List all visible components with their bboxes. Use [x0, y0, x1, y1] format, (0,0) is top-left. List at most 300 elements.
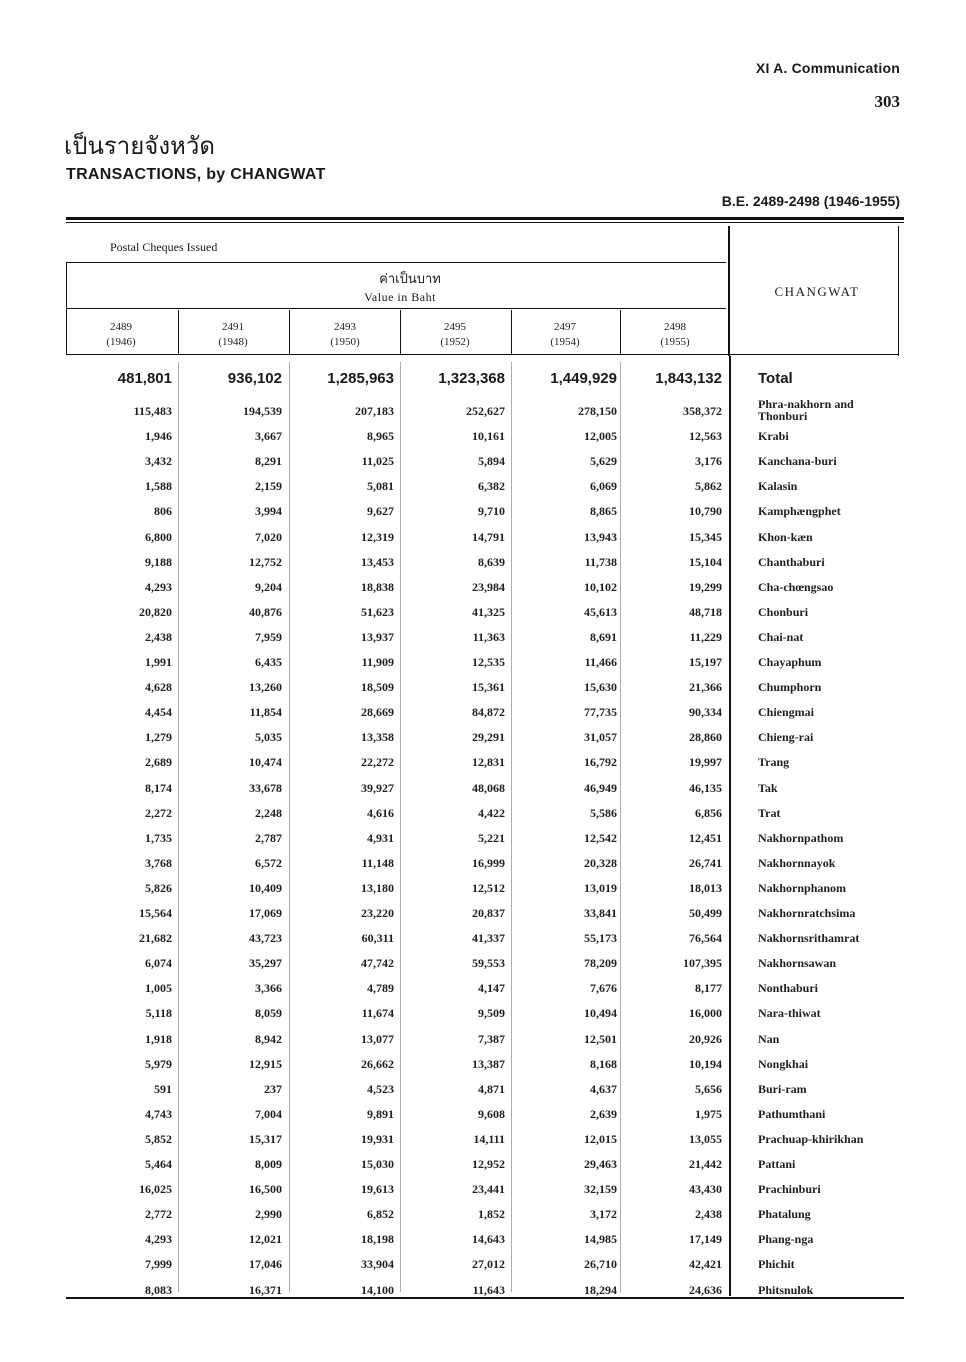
table-cell: 10,161: [472, 429, 505, 444]
table-cell: 21,682: [139, 931, 172, 946]
table-cell: 1,918: [145, 1031, 172, 1046]
table-cell: 8,942: [255, 1031, 282, 1046]
table-cell: 6,069: [590, 479, 617, 494]
total-value: 1,323,368: [438, 370, 505, 387]
table-cell: 39,927: [361, 780, 394, 795]
table-cell: 12,915: [249, 1056, 282, 1071]
table-cell: 2,438: [695, 1207, 722, 1222]
year-be: 2498: [664, 321, 686, 333]
changwat-name: Nan: [758, 1031, 780, 1046]
table-cell: 18,013: [689, 880, 722, 895]
changwat-name: Nongkhai: [758, 1056, 809, 1071]
table-cell: 4,931: [367, 830, 394, 845]
year-header: [178, 320, 288, 350]
table-cell: 12,501: [584, 1031, 617, 1046]
column-separator: [289, 362, 290, 1292]
table-cell: 3,432: [145, 454, 172, 469]
table-cell: 8,059: [255, 1006, 282, 1021]
total-value: 1,449,929: [550, 370, 617, 387]
year-ad: (1955): [660, 336, 690, 348]
table-cell: 4,871: [478, 1081, 505, 1096]
table-cell: 23,220: [361, 906, 394, 920]
table-cell: 12,952: [472, 1157, 505, 1171]
table-cell: 7,387: [478, 1031, 505, 1046]
changwat-name: Chumphorn: [758, 680, 822, 695]
table-cell: 33,904: [361, 1257, 394, 1272]
table-cell: 1,005: [145, 981, 172, 996]
column-separator: [511, 362, 512, 1292]
table-cell: 115,483: [133, 404, 172, 418]
table-cell: 5,035: [255, 730, 282, 745]
table-cell: 3,667: [255, 429, 282, 444]
changwat-name: Tak: [758, 780, 778, 795]
table-cell: 1,991: [145, 655, 172, 669]
table-cell: 26,662: [361, 1056, 394, 1071]
table-cell: 3,366: [255, 981, 282, 996]
changwat-name: Pattani: [758, 1157, 796, 1171]
table-cell: 41,337: [472, 931, 505, 946]
table-cell: 41,325: [472, 604, 505, 619]
table-cell: 12,512: [472, 880, 505, 895]
table-cell: 18,294: [584, 1282, 617, 1297]
table-cell: 20,837: [472, 906, 505, 920]
value-label: Value in Baht: [364, 290, 436, 304]
table-cell: 46,949: [584, 780, 617, 795]
changwat-name: Trang: [758, 755, 790, 770]
table-cell: 33,678: [249, 780, 282, 795]
table-cell: 12,021: [249, 1232, 282, 1247]
table-cell: 2,772: [145, 1207, 172, 1222]
table-cell: 6,074: [145, 956, 172, 971]
table-cell: 2,159: [255, 479, 282, 494]
table-cell: 16,025: [139, 1182, 172, 1197]
table-cell: 6,435: [255, 655, 282, 669]
table-cell: 18,838: [361, 579, 394, 594]
total-value: 936,102: [227, 370, 282, 387]
changwat-name: Kanchana-buri: [758, 454, 837, 469]
changwat-name: Cha-chœngsao: [758, 579, 834, 594]
changwat-name: Buri-ram: [758, 1081, 807, 1096]
table-cell: 11,363: [472, 629, 505, 644]
table-cell: 2,639: [590, 1106, 617, 1121]
table-cell: 5,656: [695, 1081, 722, 1096]
table-cell: 77,735: [584, 705, 617, 720]
column-separator: [289, 310, 290, 354]
changwat-name: Nara-thiwat: [758, 1006, 821, 1021]
table-cell: 20,926: [689, 1031, 722, 1046]
table-cell: 5,081: [367, 479, 394, 494]
changwat-name: Chonburi: [758, 604, 809, 619]
column-separator: [400, 310, 401, 354]
table-cell: 13,358: [361, 730, 394, 745]
year-header: [66, 320, 176, 350]
table-cell: 13,943: [584, 529, 617, 544]
table-cell: 51,623: [361, 604, 394, 619]
header-rule-value: [66, 262, 726, 263]
table-cell: 13,387: [472, 1056, 505, 1071]
changwat-name: Phichit: [758, 1257, 795, 1272]
table-cell: 4,523: [367, 1081, 394, 1096]
table-cell: 14,985: [584, 1232, 617, 1247]
changwat-name: Chanthaburi: [758, 554, 825, 569]
table-cell: 5,118: [145, 1006, 172, 1021]
table-cell: 1,279: [145, 730, 172, 745]
table-cell: 7,959: [255, 629, 282, 644]
table-cell: 5,221: [478, 830, 505, 845]
changwat-name: Chiengmai: [758, 705, 815, 720]
column-separator: [620, 362, 621, 1292]
table-cell: 60,311: [361, 931, 394, 946]
table-cell: 29,291: [472, 730, 505, 745]
table-cell: 12,563: [689, 429, 722, 444]
table-cell: 13,260: [249, 680, 282, 695]
table-cell: 4,789: [367, 981, 394, 996]
bottom-rule: [66, 1297, 904, 1299]
table-cell: 13,055: [689, 1131, 722, 1146]
page-number: 303: [874, 92, 900, 111]
table-cell: 12,451: [689, 830, 722, 845]
table-cell: 24,636: [689, 1282, 722, 1297]
table-cell: 5,464: [145, 1157, 172, 1171]
changwat-name: Phang-nga: [758, 1232, 814, 1247]
year-be: 2495: [444, 321, 466, 333]
column-separator: [178, 310, 179, 354]
year-ad: (1948): [218, 336, 248, 348]
table-cell: 4,628: [145, 680, 172, 695]
table-cell: 14,111: [473, 1131, 505, 1146]
table-cell: 12,752: [249, 554, 282, 569]
changwat-name: Prachuap-khirikhan: [758, 1131, 864, 1146]
table-cell: 46,135: [689, 780, 722, 795]
table-cell: 9,710: [478, 504, 505, 519]
table-cell: 591: [154, 1081, 172, 1096]
table-cell: 1,588: [145, 479, 172, 494]
table-cell: 19,299: [689, 579, 722, 594]
table-cell: 194,539: [243, 404, 282, 418]
changwat-name: Phra-nakhorn and Thonburi: [758, 397, 854, 423]
table-cell: 10,474: [249, 755, 282, 770]
table-cell: 806: [154, 504, 172, 519]
table-cell: 55,173: [584, 931, 617, 946]
table-cell: 78,209: [584, 956, 617, 971]
table-cell: 9,891: [367, 1106, 394, 1121]
table-cell: 4,743: [145, 1106, 172, 1121]
table-cell: 20,820: [139, 604, 172, 619]
table-cell: 33,841: [584, 906, 617, 920]
period-label: B.E. 2489-2498 (1946-1955): [721, 193, 900, 209]
table-cell: 5,826: [145, 880, 172, 895]
table-cell: 15,564: [139, 906, 172, 920]
table-cell: 76,564: [689, 931, 722, 946]
table-cell: 7,999: [145, 1257, 172, 1272]
table-cell: 6,852: [367, 1207, 394, 1222]
table-cell: 59,553: [472, 956, 505, 971]
table-cell: 107,395: [683, 956, 722, 971]
table-cell: 29,463: [584, 1157, 617, 1171]
header-rule-years: [66, 308, 726, 309]
table-cell: 12,542: [584, 830, 617, 845]
table-cell: 14,791: [472, 529, 505, 544]
changwat-name: Nakhornsawan: [758, 956, 837, 971]
total-value: 481,801: [117, 370, 172, 387]
table-cell: 17,149: [689, 1232, 722, 1247]
table-cell: 12,005: [584, 429, 617, 444]
table-cell: 2,689: [145, 755, 172, 770]
table-cell: 26,710: [584, 1257, 617, 1272]
table-cell: 16,371: [249, 1282, 282, 1297]
table-cell: 19,613: [361, 1182, 394, 1197]
changwat-name: Prachinburi: [758, 1182, 821, 1197]
table-cell: 17,046: [249, 1257, 282, 1272]
year-header: [510, 320, 620, 350]
table-cell: 10,790: [689, 504, 722, 519]
table-cell: 11,738: [584, 554, 617, 569]
changwat-column-divider: [729, 356, 731, 1296]
changwat-name: Chieng-rai: [758, 730, 814, 745]
table-cell: 14,643: [472, 1232, 505, 1247]
table-cell: 6,800: [145, 529, 172, 544]
table-cell: 6,572: [255, 855, 282, 870]
table-cell: 5,979: [145, 1056, 172, 1071]
table-cell: 3,994: [255, 504, 282, 519]
table-cell: 4,454: [145, 705, 172, 720]
table-cell: 43,723: [249, 931, 282, 946]
table-cell: 14,100: [361, 1282, 394, 1297]
value-label-thai: ค่าเป็นบาท: [379, 272, 441, 287]
table-cell: 13,180: [361, 880, 394, 895]
table-cell: 13,077: [361, 1031, 394, 1046]
year-be: 2493: [334, 321, 356, 333]
table-cell: 3,768: [145, 855, 172, 870]
table-cell: 16,000: [689, 1006, 722, 1021]
table-cell: 5,862: [695, 479, 722, 494]
table-cell: 7,004: [255, 1106, 282, 1121]
table-cell: 48,718: [689, 604, 722, 619]
table-cell: 3,172: [590, 1207, 617, 1222]
year-be: 2489: [110, 321, 132, 333]
table-cell: 19,931: [361, 1131, 394, 1146]
column-separator: [178, 362, 179, 1292]
table-cell: 48,068: [472, 780, 505, 795]
table-cell: 26,741: [689, 855, 722, 870]
table-cell: 40,876: [249, 604, 282, 619]
table-cell: 15,630: [584, 680, 617, 695]
table-cell: 45,613: [584, 604, 617, 619]
table-cell: 15,345: [689, 529, 722, 544]
year-ad: (1954): [550, 336, 580, 348]
table-cell: 5,629: [590, 454, 617, 469]
table-cell: 20,328: [584, 855, 617, 870]
year-ad: (1950): [330, 336, 360, 348]
table-cell: 4,422: [478, 805, 505, 820]
table-cell: 5,586: [590, 805, 617, 820]
table-cell: 13,937: [361, 629, 394, 644]
total-value: 1,285,963: [327, 370, 394, 387]
year-header: [620, 320, 730, 350]
table-cell: 10,494: [584, 1006, 617, 1021]
table-cell: 8,965: [367, 429, 394, 444]
table-cell: 2,438: [145, 629, 172, 644]
table-cell: 8,865: [590, 504, 617, 519]
table-cell: 1,946: [145, 429, 172, 444]
table-cell: 11,674: [361, 1006, 394, 1021]
table-cell: 9,627: [367, 504, 394, 519]
changwat-name: Phitsnulok: [758, 1282, 814, 1297]
title-thai: เป็นรายจังหวัด: [64, 132, 215, 160]
table-cell: 27,012: [472, 1257, 505, 1272]
table-cell: 19,997: [689, 755, 722, 770]
table-cell: 5,894: [478, 454, 505, 469]
table-cell: 15,104: [689, 554, 722, 569]
table-cell: 15,197: [689, 655, 722, 669]
table-cell: 12,319: [361, 529, 394, 544]
postal-cheques-label: Postal Cheques Issued: [110, 240, 218, 254]
table-cell: 28,669: [361, 705, 394, 720]
table-cell: 7,020: [255, 529, 282, 544]
changwat-name: Nakhornphanom: [758, 880, 847, 895]
changwat-name: Khon-kæn: [758, 529, 813, 544]
column-separator: [400, 362, 401, 1292]
column-separator: [511, 310, 512, 354]
year-ad: (1952): [440, 336, 470, 348]
table-cell: 8,083: [145, 1282, 172, 1297]
table-cell: 8,691: [590, 629, 617, 644]
table-cell: 9,204: [255, 579, 282, 594]
table-cell: 13,019: [584, 880, 617, 895]
table-cell: 8,639: [478, 554, 505, 569]
section-heading: XI A. Communication: [755, 60, 900, 76]
table-cell: 8,009: [255, 1157, 282, 1171]
changwat-name: Krabi: [758, 429, 789, 444]
changwat-name: Phatalung: [758, 1207, 811, 1222]
table-cell: 237: [264, 1081, 282, 1096]
changwat-name: Trat: [758, 805, 781, 820]
table-cell: 11,148: [361, 855, 394, 870]
table-cell: 23,984: [472, 579, 505, 594]
changwat-name: Chai-nat: [758, 629, 804, 644]
table-cell: 15,317: [249, 1131, 282, 1146]
changwat-name: Nakhornnayok: [758, 855, 836, 870]
table-cell: 2,248: [255, 805, 282, 820]
changwat-name: Pathumthani: [758, 1106, 826, 1121]
table-cell: 2,990: [255, 1207, 282, 1222]
table-cell: 32,159: [584, 1182, 617, 1197]
changwat-name: Kamphængphet: [758, 504, 841, 519]
table-cell: 4,293: [145, 1232, 172, 1247]
table-cell: 4,616: [367, 805, 394, 820]
table-cell: 12,831: [472, 755, 505, 770]
table-cell: 23,441: [472, 1182, 505, 1197]
column-separator: [620, 310, 621, 354]
changwat-name: Nakhornpathom: [758, 830, 844, 845]
changwat-name: Nonthaburi: [758, 981, 819, 996]
changwat-header: CHANGWAT: [774, 284, 860, 299]
year-be: 2497: [554, 321, 576, 333]
year-ad: (1946): [106, 336, 136, 348]
table-cell: 15,361: [472, 680, 505, 695]
table-cell: 9,188: [145, 554, 172, 569]
table-cell: 9,608: [478, 1106, 505, 1121]
table-cell: 207,183: [355, 404, 394, 418]
table-cell: 28,860: [689, 730, 722, 745]
table-cell: 11,854: [249, 705, 282, 720]
table-cell: 18,198: [361, 1232, 394, 1247]
table-cell: 31,057: [584, 730, 617, 745]
table-cell: 1,735: [145, 830, 172, 845]
page-title: TRANSACTIONS, by CHANGWAT: [66, 166, 326, 183]
table-cell: 10,409: [249, 880, 282, 895]
table-cell: 11,466: [584, 655, 617, 669]
table-cell: 47,742: [361, 956, 394, 971]
table-cell: 4,637: [590, 1081, 617, 1096]
top-rule: [66, 217, 904, 220]
table-cell: 6,382: [478, 479, 505, 494]
table-cell: 11,025: [361, 454, 394, 469]
table-cell: 5,852: [145, 1131, 172, 1146]
table-cell: 35,297: [249, 956, 282, 971]
table-cell: 8,177: [695, 981, 722, 996]
table-cell: 43,430: [689, 1182, 722, 1197]
table-cell: 10,102: [584, 579, 617, 594]
year-header: [400, 320, 510, 350]
table-cell: 6,856: [695, 805, 722, 820]
table-cell: 21,366: [689, 680, 722, 695]
table-cell: 90,334: [689, 705, 722, 720]
table-cell: 50,499: [689, 906, 722, 920]
table-cell: 8,168: [590, 1056, 617, 1071]
changwat-name: Nakhornratchsima: [758, 906, 856, 920]
table-cell: 22,272: [361, 755, 394, 770]
table-cell: 9,509: [478, 1006, 505, 1021]
table-cell: 17,069: [249, 906, 282, 920]
year-be: 2491: [222, 321, 244, 333]
table-cell: 10,194: [689, 1056, 722, 1071]
table-cell: 16,999: [472, 855, 505, 870]
year-header: [290, 320, 400, 350]
table-cell: 4,147: [478, 981, 505, 996]
table-cell: 12,535: [472, 655, 505, 669]
header-rule-bottom: [66, 354, 898, 355]
table-cell: 4,293: [145, 579, 172, 594]
table-cell: 84,872: [472, 705, 505, 720]
total-label: Total: [758, 370, 793, 387]
table-cell: 7,676: [590, 981, 617, 996]
changwat-name: Nakhornsrithamrat: [758, 931, 860, 946]
table-cell: 11,229: [689, 629, 722, 644]
table-cell: 2,787: [255, 830, 282, 845]
table-cell: 16,500: [249, 1182, 282, 1197]
table-cell: 1,975: [695, 1106, 722, 1121]
table-cell: 8,174: [145, 780, 172, 795]
table-cell: 15,030: [361, 1157, 394, 1171]
table-cell: 1,852: [478, 1207, 505, 1222]
changwat-name: Kalasin: [758, 479, 798, 494]
table-cell: 278,150: [578, 404, 617, 418]
table-cell: 8,291: [255, 454, 282, 469]
table-cell: 3,176: [695, 454, 722, 469]
top-rule-thin: [66, 222, 904, 223]
table-cell: 11,909: [361, 655, 394, 669]
table-cell: 12,015: [584, 1131, 617, 1146]
table-cell: 252,627: [466, 404, 505, 418]
table-cell: 13,453: [361, 554, 394, 569]
table-cell: 2,272: [145, 805, 172, 820]
changwat-name: Chayaphum: [758, 655, 822, 669]
table-cell: 18,509: [361, 680, 394, 695]
table-cell: 21,442: [689, 1157, 722, 1171]
table-cell: 16,792: [584, 755, 617, 770]
total-value: 1,843,132: [655, 370, 722, 387]
